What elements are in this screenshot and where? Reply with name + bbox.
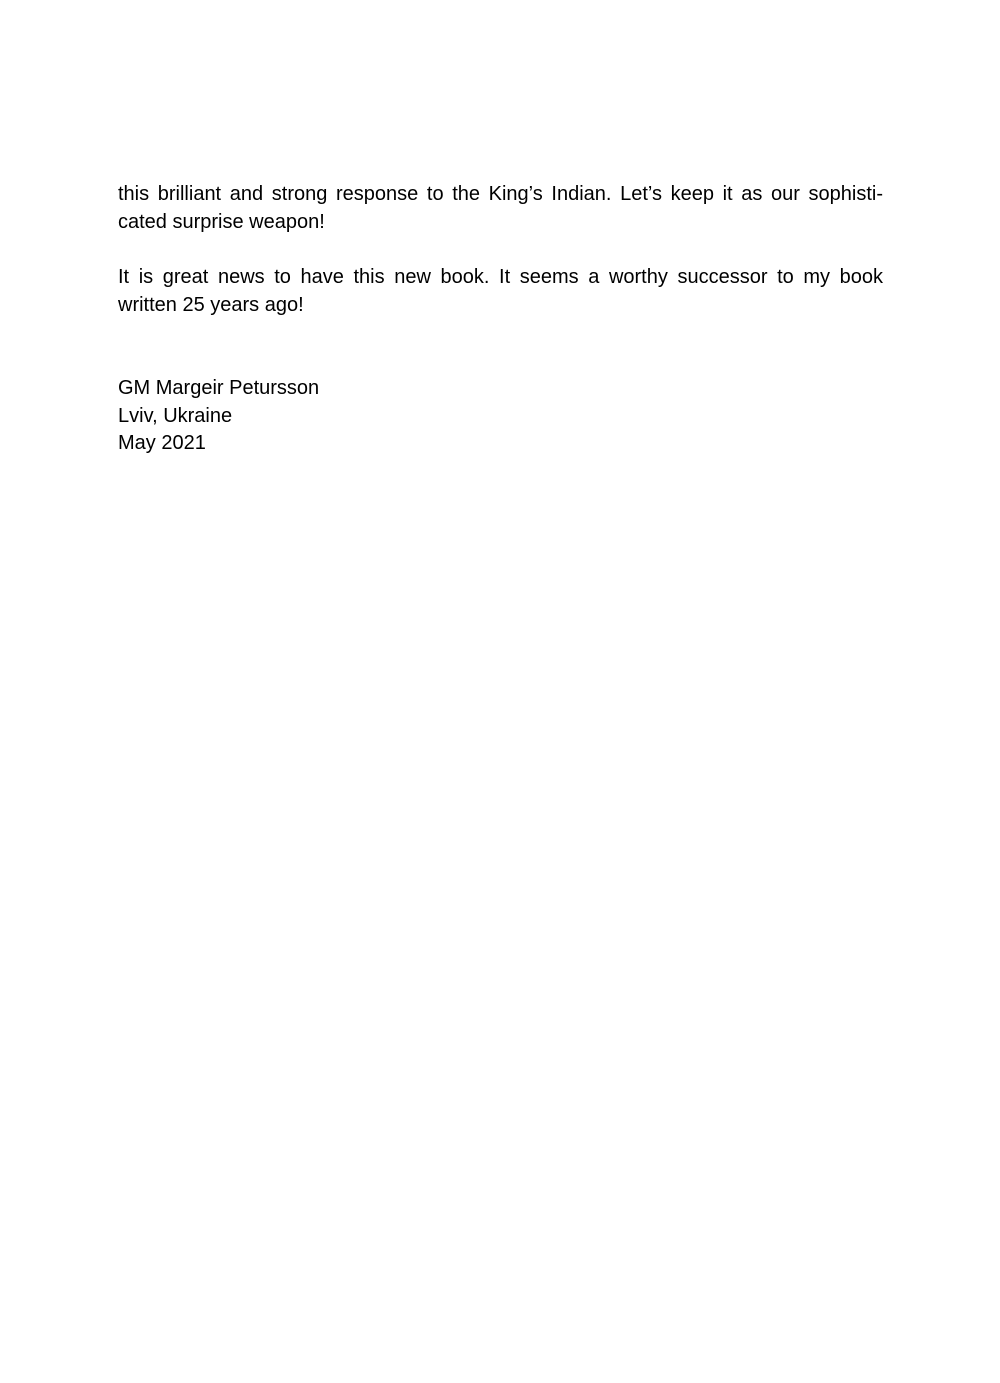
paragraph-line: written 25 years ago! [118, 294, 304, 316]
paragraph-line: It is great news to have this new book. It seems a worthy successor to my book [118, 266, 883, 288]
author-location: Lviv, Ukraine [118, 404, 233, 427]
body-paragraph [118, 180, 883, 236]
paragraph-line: cated surprise weapon! [118, 211, 325, 233]
paragraph-line: this brilliant and strong response to the King’s Indian. Let’s keep it as our sophisti- [118, 183, 883, 205]
body-paragraph [118, 263, 883, 319]
author-name: GM Margeir Petursson [118, 377, 320, 399]
signature-date: May 2021 [118, 432, 206, 454]
signature-block [118, 375, 319, 458]
